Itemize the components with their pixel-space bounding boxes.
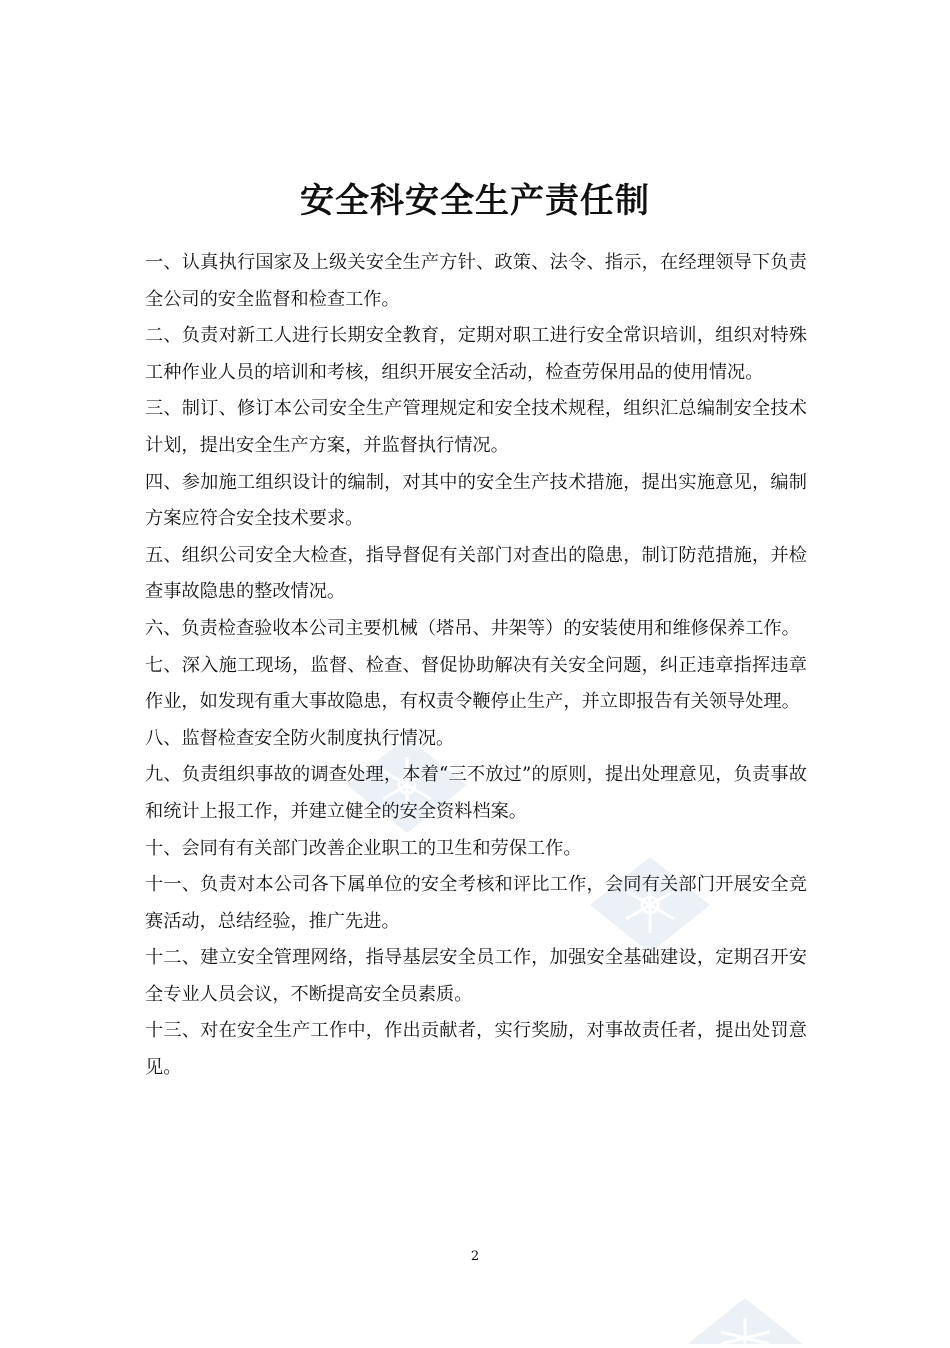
- watermark-logo-icon: [683, 1296, 808, 1348]
- paragraph-6: 六、负责检查验收本公司主要机械（塔吊、井架等）的安装使用和维修保养工作。: [145, 617, 800, 639]
- paragraph-4: 四、参加施工组织设计的编制，对其中的安全生产技术措施，提出实施意见，编制方案应符合安全技术要求。: [145, 471, 807, 530]
- document-title: 安全科安全生产责任制: [300, 180, 650, 221]
- page-number: 2: [470, 1249, 480, 1264]
- paragraph-12: 十二、建立安全管理网络，指导基层安全员工作，加强安全基础建设，定期召开安全专业人员会议，不断提高安全员素质。: [145, 947, 807, 1005]
- paragraph-2: 二、负责对新工人进行长期安全教育，定期对职工进行安全常识培训，组织对特殊工种作业人员的培训和考核，组织开展安全活动，检查劳保用品的使用情况。: [145, 325, 807, 383]
- paragraph-1: 一、认真执行国家及上级关安全生产方针、政策、法令、指示，在经理领导下负责全公司的安全监督和检查工作。: [145, 252, 807, 310]
- paragraph-13: 十三、对在安全生产工作中，作出贡献者，实行奖励，对事故责任者，提出处罚意见。: [145, 1020, 807, 1079]
- paragraph-5: 五、组织公司安全大检查，指导督促有关部门对查出的隐患，制订防范措施，并检查事故隐患的整改情况。: [145, 544, 807, 603]
- paragraph-9: 九、负责组织事故的调查处理，本着“三不放过”的原则，提出处理意见，负责事故和统计上报工作，并建立健全的安全资料档案。: [145, 764, 807, 822]
- paragraph-11: 十一、负责对本公司各下属单位的安全考核和评比工作，会同有关部门开展安全竞赛活动，总结经验，推广先进。: [145, 874, 807, 932]
- paragraph-10: 十、会同有有关部门改善企业职工的卫生和劳保工作。: [145, 837, 582, 859]
- paragraph-3: 三、制订、修订本公司安全生产管理规定和安全技术规程，组织汇总编制安全技术计划，提出安全生产方案，并监督执行情况。: [145, 398, 807, 456]
- paragraph-7: 七、深入施工现场，监督、检查、督促协助解决有关安全问题，纠正违章指挥违章作业，如发现有重大事故隐患，有权责令鞭停止生产，并立即报告有关领导处理。: [145, 654, 807, 713]
- paragraph-8: 八、监督检查安全防火制度执行情况。: [145, 727, 455, 749]
- document-body: [145, 245, 807, 1087]
